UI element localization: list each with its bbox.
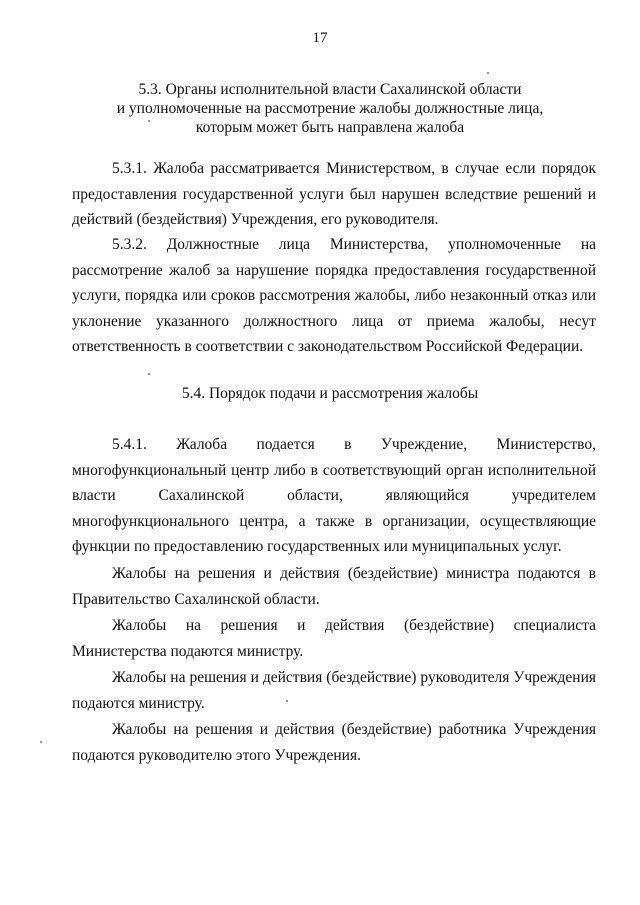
paragraph-complaints-minister: Жалобы на решения и действия (бездействие) министра подаются в Правительство Сахалинской области. <box>72 565 596 608</box>
section-5-3-heading-line-3: которым может быть направлена жалоба <box>195 119 465 136</box>
paragraph-complaints-institution-employee: Жалобы на решения и действия (бездействие) работника Учреждения подаются руководителю этого Учреждения. <box>72 721 596 764</box>
section-5-3-heading <box>60 80 600 137</box>
scan-speck <box>487 72 489 74</box>
paragraph-5-3-2: 5.3.2. Должностные лица Министерства, уполномоченные на рассмотрение жалоб за нарушение порядка предоставления государственной услуги, порядка или сроков рассмотрения жалобы, либо незаконный отказ или уклонение указанного должностного лица от приема жалобы, несут ответственность в соответствии с законодательством Российской Федерации. <box>72 236 596 355</box>
scan-speck <box>148 373 150 375</box>
paragraph-complaints-ministry-specialist: Жалобы на решения и действия (бездействие) специалиста Министерства подаются министру. <box>72 617 596 660</box>
section-5-3-heading-line-2: и уполномоченные на рассмотрение жалобы должностные лица, <box>116 100 544 117</box>
paragraph-5-3-1: 5.3.1. Жалоба рассматривается Министерством, в случае если порядок предоставления государственной услуги был нарушен вследствие решений и действий (бездействия) Учреждения, его руководителя. <box>72 160 596 228</box>
section-5-3-heading-line-1: 5.3. Органы исполнительной власти Сахалинской области <box>138 81 522 98</box>
paragraph-complaints-institution-head: Жалобы на решения и действия (бездействие) руководителя Учреждения подаются министру. <box>72 669 596 712</box>
scan-speck <box>40 741 42 743</box>
section-5-4-heading: 5.4. Порядок подачи и рассмотрения жалобы <box>181 385 479 402</box>
paragraph-5-4-1: 5.4.1. Жалоба подается в Учреждение, Министерство, многофункциональный центр либо в соответствующий орган исполнительной власти Сахалинской области, являющийся учредителем многофункционального центра, а также в организации, осуществляющие функции по предоставлению государственных или муниципальных услуг. <box>72 436 596 555</box>
page-number: 17 <box>312 30 328 46</box>
scan-speck <box>286 700 288 702</box>
scan-speck <box>148 120 150 122</box>
